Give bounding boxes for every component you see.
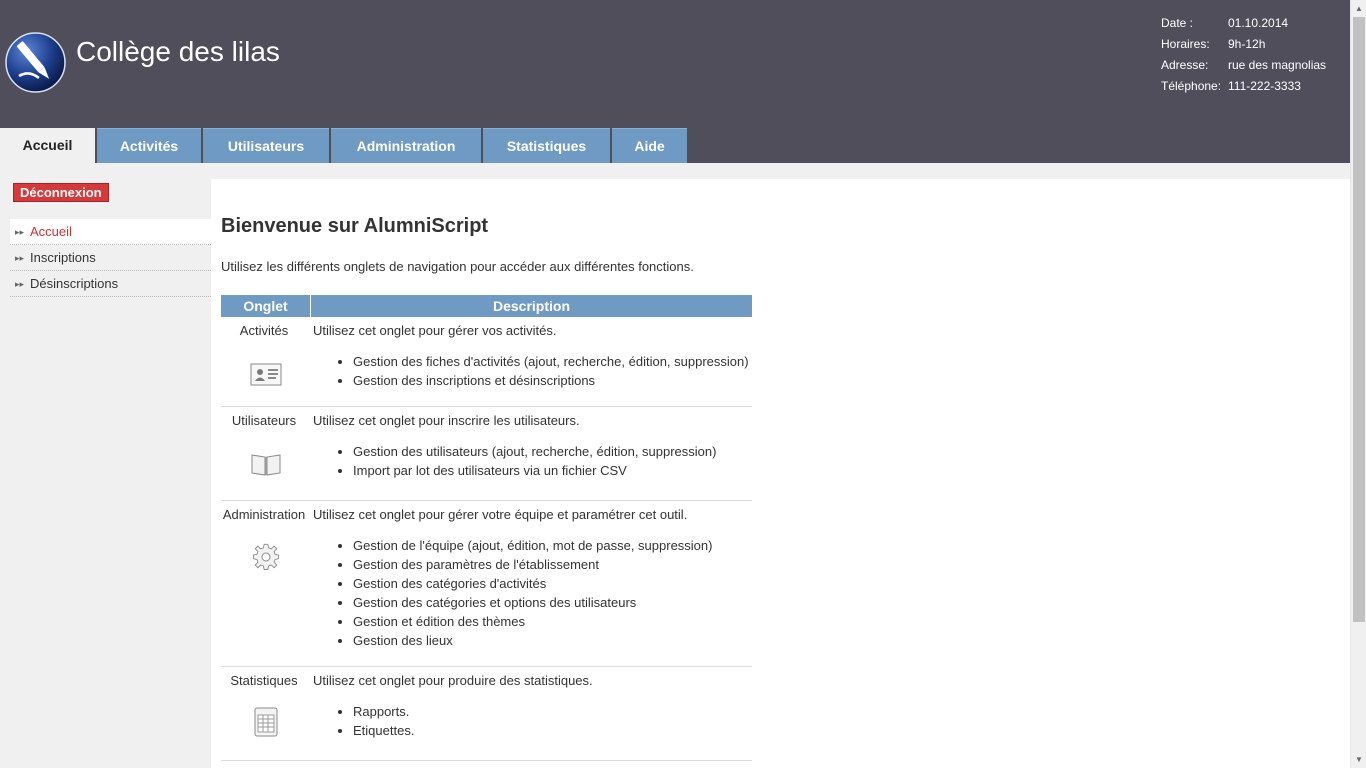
list-item: • Gestion des catégories et options des utilisateurs — [353, 593, 712, 612]
sidebar-item-inscriptions[interactable] — [10, 245, 211, 271]
tab-aide[interactable]: Aide — [612, 128, 687, 163]
list-item: • Gestion et édition des thèmes — [353, 612, 712, 631]
info-row-phone — [1161, 78, 1326, 99]
info-label: Téléphone: — [1161, 79, 1222, 93]
table-row — [221, 667, 752, 761]
row-description: Utilisez cet onglet pour produire des statistiques. — [313, 673, 593, 688]
table-row — [221, 501, 752, 667]
row-features — [353, 352, 749, 390]
info-label: Adresse: — [1161, 58, 1209, 72]
row-description: Utilisez cet onglet pour inscrire les utilisateurs. — [313, 413, 580, 428]
column-header-onglet: Onglet — [243, 298, 288, 314]
table-row — [221, 317, 752, 407]
sidebar — [0, 163, 211, 768]
double-arrow-icon: ▸▸ — [15, 253, 25, 263]
row-features — [353, 536, 712, 650]
logout-button[interactable]: Déconnexion — [13, 183, 109, 202]
list-item: • Gestion des fiches d'activités (ajout, recherche, édition, suppression) — [353, 352, 749, 371]
row-tab-name: Activités — [239, 323, 289, 338]
info-label: Date : — [1161, 16, 1194, 30]
column-header-description: Description — [492, 298, 570, 314]
info-value: rue des magnolias — [1228, 58, 1327, 72]
table-row — [221, 407, 752, 501]
row-tab-name: Utilisateurs — [231, 413, 297, 428]
vertical-scrollbar[interactable] — [1350, 0, 1366, 768]
scroll-down-arrow-icon[interactable]: ▼ — [1355, 755, 1363, 764]
tab-activites[interactable]: Activités — [97, 128, 201, 163]
tab-accueil[interactable]: Accueil — [0, 128, 95, 163]
tab-utilisateurs[interactable]: Utilisateurs — [203, 128, 329, 163]
sidebar-item-label: Inscriptions — [30, 250, 96, 265]
list-item: • Import par lot des utilisateurs via un fichier CSV — [353, 461, 716, 480]
sidebar-item-desinscriptions[interactable] — [10, 271, 211, 297]
school-info — [1161, 15, 1326, 99]
logo-pen-icon — [5, 32, 66, 93]
list-item: • Gestion des utilisateurs (ajout, recherche, édition, suppression) — [353, 442, 716, 461]
list-item: • Etiquettes. — [353, 721, 414, 740]
spreadsheet-icon — [250, 707, 282, 737]
help-table — [221, 295, 752, 761]
sidebar-item-accueil[interactable] — [10, 219, 211, 245]
list-item: • Gestion des lieux — [353, 631, 712, 650]
id-card-icon — [250, 359, 282, 389]
gear-icon — [250, 541, 282, 571]
book-icon — [250, 449, 282, 479]
row-tab-name: Statistiques — [230, 673, 298, 688]
row-description: Utilisez cet onglet pour gérer votre équipe et paramétrer cet outil. — [313, 507, 688, 522]
info-row-date — [1161, 15, 1326, 36]
info-row-hours — [1161, 36, 1326, 57]
row-features — [353, 442, 716, 480]
sidebar-menu — [10, 219, 211, 297]
page-header — [0, 0, 1350, 163]
info-label: Horaires: — [1161, 37, 1210, 51]
list-item: • Gestion de l'équipe (ajout, édition, mot de passe, suppression) — [353, 536, 712, 555]
double-arrow-icon: ▸▸ — [15, 227, 25, 237]
list-item: • Gestion des inscriptions et désinscriptions — [353, 371, 749, 390]
info-value: 9h-12h — [1228, 37, 1266, 51]
row-tab-name: Administration — [222, 507, 306, 522]
list-item: • Gestion des catégories d'activités — [353, 574, 712, 593]
table-header — [221, 295, 752, 317]
double-arrow-icon: ▸▸ — [15, 279, 25, 289]
page-title: Bienvenue sur AlumniScript — [221, 215, 489, 237]
scrollbar-thumb[interactable] — [1353, 17, 1365, 622]
tab-administration[interactable]: Administration — [331, 128, 481, 163]
info-value: 111-222-3333 — [1228, 79, 1301, 93]
list-item: • Rapports. — [353, 702, 414, 721]
site-title: Collège des lilas — [76, 36, 280, 67]
info-value: 01.10.2014 — [1228, 16, 1289, 30]
list-item: • Gestion des paramètres de l'établissement — [353, 555, 712, 574]
tab-statistiques[interactable]: Statistiques — [483, 128, 610, 163]
main-content — [211, 179, 1350, 768]
row-features — [353, 702, 414, 740]
intro-text: Utilisez les différents onglets de navigation pour accéder aux différentes fonctions. — [221, 259, 694, 274]
scroll-up-arrow-icon[interactable]: ▲ — [1355, 4, 1363, 13]
row-description: Utilisez cet onglet pour gérer vos activités. — [313, 323, 557, 338]
sidebar-item-label: Désinscriptions — [30, 276, 119, 291]
info-row-address — [1161, 57, 1326, 78]
sidebar-item-label: Accueil — [30, 224, 72, 239]
